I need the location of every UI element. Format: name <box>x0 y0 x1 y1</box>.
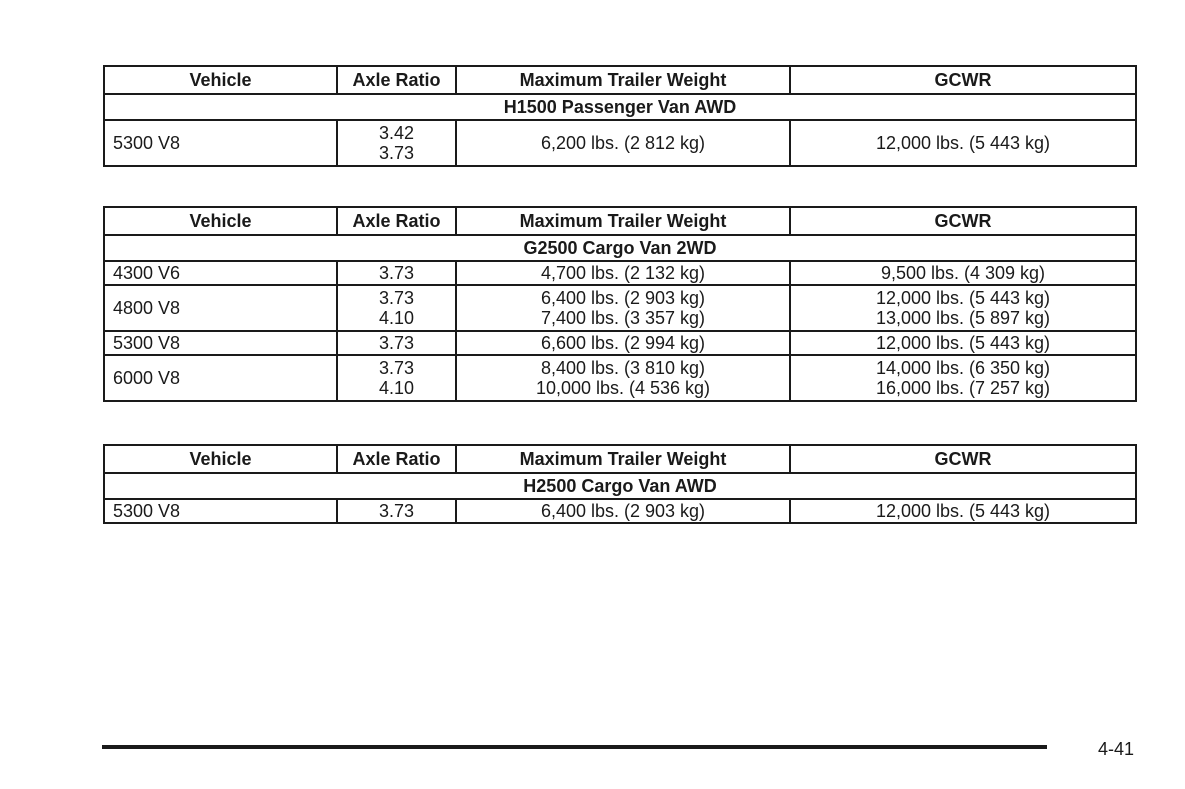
axle-value: 3.73 <box>378 263 415 283</box>
gcwr-cell <box>790 261 1136 285</box>
header-axle-ratio: Axle Ratio <box>337 445 456 473</box>
axle-value: 3.73 <box>378 358 415 378</box>
vehicle-cell: 4300 V6 <box>104 261 337 285</box>
gcwr-value: 9,500 lbs. (4 309 kg) <box>880 263 1046 283</box>
vehicle-cell: 5300 V8 <box>104 120 337 166</box>
header-max-trailer-weight: Maximum Trailer Weight <box>456 445 790 473</box>
axle-cell <box>337 285 456 331</box>
gcwr-cell <box>790 355 1136 401</box>
header-axle-ratio: Axle Ratio <box>337 207 456 235</box>
gcwr-value: 16,000 lbs. (7 257 kg) <box>875 378 1051 398</box>
gcwr-cell <box>790 499 1136 523</box>
axle-cell <box>337 261 456 285</box>
header-max-trailer-weight: Maximum Trailer Weight <box>456 207 790 235</box>
header-axle-ratio: Axle Ratio <box>337 66 456 94</box>
weight-cell <box>456 331 790 355</box>
towing-table-h1500 <box>103 65 1137 167</box>
header-row <box>104 207 1136 235</box>
gcwr-value: 14,000 lbs. (6 350 kg) <box>875 358 1051 378</box>
axle-cell <box>337 331 456 355</box>
towing-table-g2500 <box>103 206 1137 402</box>
page-number: 4-41 <box>1098 739 1135 759</box>
gcwr-cell <box>790 331 1136 355</box>
header-gcwr: GCWR <box>790 207 1136 235</box>
vehicle-cell: 5300 V8 <box>104 499 337 523</box>
group-title: H1500 Passenger Van AWD <box>104 94 1136 120</box>
header-row <box>104 445 1136 473</box>
gcwr-value: 12,000 lbs. (5 443 kg) <box>875 133 1051 153</box>
vehicle-cell: 6000 V8 <box>104 355 337 401</box>
weight-value: 6,400 lbs. (2 903 kg) <box>540 501 706 521</box>
weight-cell <box>456 120 790 166</box>
table-row <box>104 355 1136 401</box>
weight-value: 4,700 lbs. (2 132 kg) <box>540 263 706 283</box>
weight-value: 6,200 lbs. (2 812 kg) <box>540 133 706 153</box>
gcwr-value: 12,000 lbs. (5 443 kg) <box>875 288 1051 308</box>
gcwr-value: 12,000 lbs. (5 443 kg) <box>875 501 1051 521</box>
axle-value: 4.10 <box>378 308 415 328</box>
weight-value: 10,000 lbs. (4 536 kg) <box>535 378 711 398</box>
axle-value: 3.73 <box>378 288 415 308</box>
weight-value: 6,600 lbs. (2 994 kg) <box>540 333 706 353</box>
axle-cell <box>337 499 456 523</box>
header-gcwr: GCWR <box>790 66 1136 94</box>
weight-value: 6,400 lbs. (2 903 kg) <box>540 288 706 308</box>
table-row <box>104 261 1136 285</box>
table-row <box>104 331 1136 355</box>
header-vehicle: Vehicle <box>104 445 337 473</box>
axle-value: 3.73 <box>378 333 415 353</box>
header-vehicle: Vehicle <box>104 207 337 235</box>
header-gcwr: GCWR <box>790 445 1136 473</box>
footer-rule <box>102 745 1047 749</box>
axle-value: 4.10 <box>378 378 415 398</box>
axle-cell <box>337 355 456 401</box>
towing-table-h2500 <box>103 444 1137 524</box>
weight-value: 8,400 lbs. (3 810 kg) <box>540 358 706 378</box>
gcwr-cell <box>790 120 1136 166</box>
header-vehicle: Vehicle <box>104 66 337 94</box>
axle-value: 3.42 <box>378 123 415 143</box>
weight-value: 7,400 lbs. (3 357 kg) <box>540 308 706 328</box>
header-row <box>104 66 1136 94</box>
table-row <box>104 285 1136 331</box>
table-row <box>104 499 1136 523</box>
axle-cell <box>337 120 456 166</box>
gcwr-value: 13,000 lbs. (5 897 kg) <box>875 308 1051 328</box>
weight-cell <box>456 285 790 331</box>
weight-cell <box>456 499 790 523</box>
gcwr-value: 12,000 lbs. (5 443 kg) <box>875 333 1051 353</box>
axle-value: 3.73 <box>378 143 415 163</box>
table-row <box>104 120 1136 166</box>
axle-value: 3.73 <box>378 501 415 521</box>
weight-cell <box>456 355 790 401</box>
weight-cell <box>456 261 790 285</box>
header-max-trailer-weight: Maximum Trailer Weight <box>456 66 790 94</box>
group-title: G2500 Cargo Van 2WD <box>104 235 1136 261</box>
group-title: H2500 Cargo Van AWD <box>104 473 1136 499</box>
gcwr-cell <box>790 285 1136 331</box>
vehicle-cell: 5300 V8 <box>104 331 337 355</box>
vehicle-cell: 4800 V8 <box>104 285 337 331</box>
